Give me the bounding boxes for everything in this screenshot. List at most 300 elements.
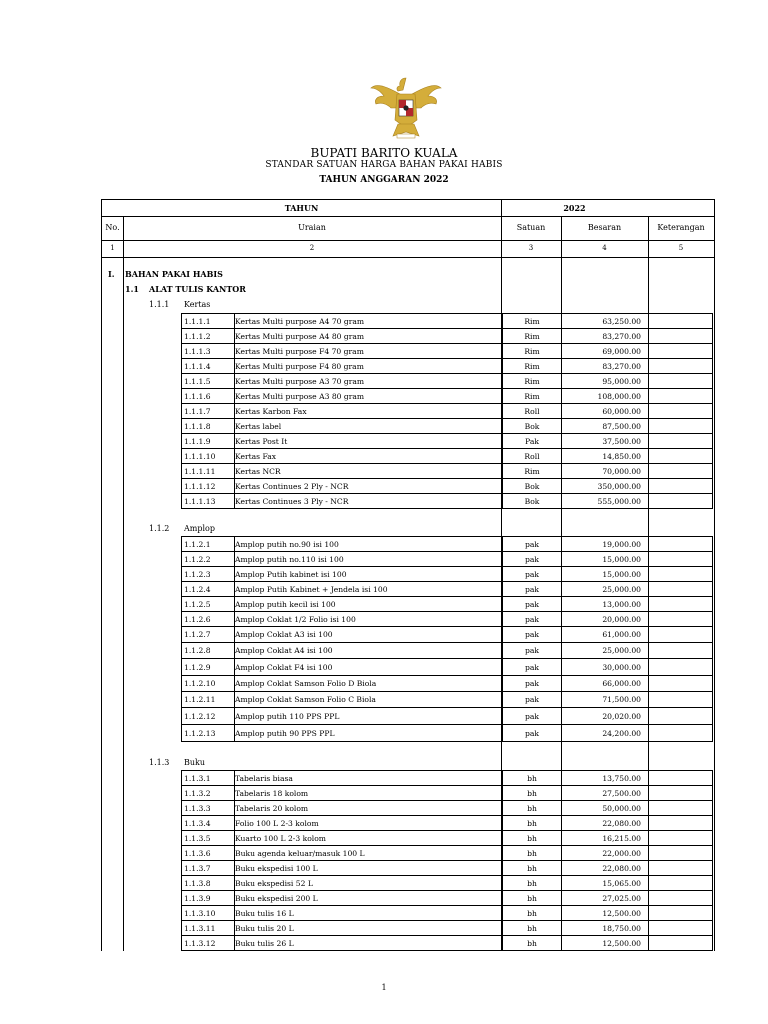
item-unit: pak	[525, 554, 539, 564]
item-price: 37,500.00	[602, 436, 641, 446]
table-row	[181, 675, 713, 692]
section-sub-no: 1.1	[125, 284, 139, 294]
cell-divider	[648, 567, 649, 581]
cell-divider	[502, 552, 503, 566]
group-amplop-no: 1.1.2	[149, 524, 170, 533]
table-row	[181, 920, 713, 936]
cell-divider	[234, 921, 235, 935]
cell-divider	[561, 449, 562, 463]
cell-divider	[234, 552, 235, 566]
table-row	[181, 536, 713, 552]
row-divider	[102, 216, 714, 217]
cell-divider	[561, 537, 562, 551]
cell-divider	[648, 404, 649, 418]
cell-divider	[561, 876, 562, 890]
item-name: Kertas Post It	[235, 436, 288, 446]
item-code: 1.1.3.11	[184, 923, 216, 933]
cell-divider	[234, 816, 235, 830]
item-name: Buku ekspedisi 52 L	[235, 878, 313, 888]
item-code: 1.1.3.6	[184, 848, 211, 858]
cell-divider	[502, 374, 503, 388]
table-row	[181, 707, 713, 725]
cell-divider	[648, 876, 649, 890]
cell-divider	[561, 479, 562, 493]
cell-divider	[648, 552, 649, 566]
cell-divider	[502, 597, 503, 611]
item-code: 1.1.2.12	[184, 711, 216, 721]
header-tahun: TAHUN	[284, 203, 319, 213]
item-unit: bh	[527, 803, 537, 813]
section-main-no: I.	[108, 269, 115, 279]
table-row	[181, 478, 713, 494]
cell-divider	[234, 582, 235, 596]
item-name: Amplop Coklat 1/2 Folio isi 100	[235, 614, 356, 624]
item-name: Kertas Multi purpose A3 80 gram	[235, 391, 365, 401]
cell-divider	[502, 861, 503, 875]
item-price: 14,850.00	[602, 451, 641, 461]
item-price: 22,080.00	[602, 818, 641, 828]
cell-divider	[561, 627, 562, 642]
item-price: 108,000.00	[597, 391, 641, 401]
cell-divider	[234, 861, 235, 875]
item-price: 61,000.00	[602, 630, 641, 639]
table-row	[181, 890, 713, 906]
item-price: 19,000.00	[602, 539, 641, 549]
cell-divider	[648, 494, 649, 508]
item-name: Kertas Multi purpose F4 70 gram	[235, 346, 364, 356]
table-row	[181, 642, 713, 659]
cell-divider	[502, 537, 503, 551]
cell-divider	[648, 891, 649, 905]
item-code: 1.1.2.5	[184, 599, 211, 609]
item-price: 83,270.00	[602, 361, 641, 371]
cell-divider	[502, 846, 503, 860]
page-number: 1	[381, 983, 387, 992]
cell-divider	[234, 434, 235, 448]
item-name: Amplop Coklat Samson Folio D Biola	[235, 679, 377, 688]
item-unit: bh	[527, 908, 537, 918]
cell-divider	[648, 861, 649, 875]
item-unit: pak	[525, 646, 539, 655]
item-unit: Roll	[524, 451, 540, 461]
table-row	[181, 770, 713, 786]
item-unit: bh	[527, 878, 537, 888]
item-code: 1.1.2.10	[184, 679, 216, 688]
cell-divider	[234, 494, 235, 508]
cell-divider	[502, 921, 503, 935]
item-unit: Rim	[524, 331, 540, 341]
item-code: 1.1.3.9	[184, 893, 211, 903]
item-price: 13,750.00	[602, 773, 641, 783]
document-title: BUPATI BARITO KUALA	[310, 146, 458, 160]
cell-divider	[561, 708, 562, 724]
cell-divider	[648, 314, 649, 328]
item-name: Kertas Multi purpose A4 80 gram	[235, 331, 365, 341]
table-row	[181, 581, 713, 597]
item-unit: Rim	[524, 361, 540, 371]
item-price: 20,000.00	[602, 614, 641, 624]
item-name: Buku tulis 20 L	[235, 923, 294, 933]
item-code: 1.1.3.12	[184, 938, 216, 948]
cell-divider	[502, 582, 503, 596]
item-unit: Bok	[524, 496, 540, 506]
item-unit: pak	[525, 539, 539, 549]
cell-divider	[234, 314, 235, 328]
cell-divider	[502, 612, 503, 626]
cell-divider	[234, 344, 235, 358]
item-unit: bh	[527, 773, 537, 783]
cell-divider	[648, 708, 649, 724]
cell-divider	[502, 816, 503, 830]
item-name: Amplop Coklat F4 isi 100	[235, 662, 333, 672]
cell-divider	[502, 627, 503, 642]
cell-divider	[234, 801, 235, 815]
cell-divider	[648, 627, 649, 642]
cell-divider	[561, 676, 562, 691]
cell-divider	[502, 771, 503, 785]
document-year-line: TAHUN ANGGARAN 2022	[319, 175, 449, 185]
item-name: Kertas Multi purpose F4 80 gram	[235, 361, 364, 371]
cell-divider	[561, 344, 562, 358]
cell-divider	[502, 676, 503, 691]
table-row	[181, 448, 713, 464]
cell-divider	[648, 344, 649, 358]
cell-divider	[561, 567, 562, 581]
cell-divider	[648, 419, 649, 433]
item-code: 1.1.3.4	[184, 818, 211, 828]
cell-divider	[502, 692, 503, 707]
table-row	[181, 328, 713, 344]
row-divider	[102, 257, 714, 258]
cell-divider	[561, 771, 562, 785]
row-divider	[102, 240, 714, 241]
item-code: 1.1.2.11	[184, 695, 216, 704]
cell-divider	[234, 567, 235, 581]
item-code: 1.1.3.5	[184, 833, 211, 843]
item-name: Buku agenda keluar/masuk 100 L	[235, 848, 365, 858]
cell-divider	[561, 434, 562, 448]
item-code: 1.1.2.7	[184, 630, 211, 639]
cell-divider	[648, 921, 649, 935]
item-unit: pak	[525, 711, 539, 721]
cell-divider	[648, 801, 649, 815]
item-name: Amplop putih 110 PPS PPL	[235, 711, 340, 721]
cell-divider	[502, 708, 503, 724]
cell-divider	[234, 876, 235, 890]
header-no: No.	[105, 223, 120, 232]
cell-divider	[648, 359, 649, 373]
table-row	[181, 596, 713, 612]
item-code: 1.1.1.9	[184, 436, 211, 446]
item-unit: bh	[527, 818, 537, 828]
item-code: 1.1.3.2	[184, 788, 211, 798]
item-price: 30,000.00	[602, 662, 641, 672]
header-year: 2022	[563, 203, 586, 213]
cell-divider	[502, 891, 503, 905]
item-unit: pak	[525, 728, 539, 738]
item-name: Amplop putih no.110 isi 100	[235, 554, 344, 564]
item-code: 1.1.3.10	[184, 908, 216, 918]
item-price: 12,500.00	[602, 908, 641, 918]
cell-divider	[648, 449, 649, 463]
item-name: Amplop Putih Kabinet + Jendela isi 100	[235, 584, 388, 594]
cell-divider	[234, 374, 235, 388]
item-price: 95,000.00	[602, 376, 641, 386]
item-code: 1.1.2.3	[184, 569, 211, 579]
cell-divider	[561, 359, 562, 373]
item-code: 1.1.1.7	[184, 406, 211, 416]
item-code: 1.1.2.4	[184, 584, 211, 594]
cell-divider	[561, 891, 562, 905]
table-row	[181, 905, 713, 921]
item-price: 15,065.00	[602, 878, 641, 888]
item-unit: pak	[525, 569, 539, 579]
item-code: 1.1.1.1	[184, 316, 211, 326]
item-price: 25,000.00	[602, 584, 641, 594]
cell-divider	[648, 725, 649, 741]
table-row	[181, 373, 713, 389]
cell-divider	[502, 314, 503, 328]
cell-divider	[648, 676, 649, 691]
cell-divider	[502, 567, 503, 581]
cell-divider	[648, 846, 649, 860]
table-row	[181, 551, 713, 567]
item-unit: Bok	[524, 421, 540, 431]
cell-divider	[648, 597, 649, 611]
item-price: 60,000.00	[602, 406, 641, 416]
table-row	[181, 388, 713, 404]
item-unit: Roll	[524, 406, 540, 416]
header-num-5: 5	[678, 244, 684, 252]
item-price: 12,500.00	[602, 938, 641, 948]
cell-divider	[502, 479, 503, 493]
item-name: Amplop putih 90 PPS PPL	[235, 728, 335, 738]
item-code: 1.1.2.8	[184, 646, 211, 655]
header-num-2: 2	[309, 244, 315, 252]
cell-divider	[648, 374, 649, 388]
header-num-1: 1	[110, 244, 115, 252]
cell-divider	[648, 816, 649, 830]
cell-divider	[234, 404, 235, 418]
item-unit: pak	[525, 630, 539, 639]
cell-divider	[561, 464, 562, 478]
table-row	[181, 815, 713, 831]
cell-divider	[648, 643, 649, 658]
cell-divider	[561, 692, 562, 707]
item-name: Kertas Continues 3 Ply - NCR	[235, 496, 349, 506]
table-row	[181, 875, 713, 891]
item-name: Amplop Putih kabinet isi 100	[235, 569, 347, 579]
item-name: Buku ekspedisi 200 L	[235, 893, 318, 903]
cell-divider	[234, 419, 235, 433]
item-price: 22,000.00	[602, 848, 641, 858]
item-unit: pak	[525, 662, 539, 672]
header-uraian: Uraian	[298, 223, 326, 232]
item-price: 350,000.00	[597, 481, 641, 491]
item-price: 27,025.00	[602, 893, 641, 903]
cell-divider	[502, 786, 503, 800]
header-keterangan: Keterangan	[657, 223, 705, 232]
table-row	[181, 800, 713, 816]
item-unit: Bok	[524, 481, 540, 491]
item-unit: Rim	[524, 376, 540, 386]
item-name: Buku tulis 26 L	[235, 938, 294, 948]
item-code: 1.1.1.5	[184, 376, 211, 386]
item-price: 22,080.00	[602, 863, 641, 873]
cell-divider	[234, 708, 235, 724]
cell-divider	[234, 627, 235, 642]
cell-divider	[234, 464, 235, 478]
cell-divider	[502, 831, 503, 845]
cell-divider	[561, 831, 562, 845]
cell-divider	[234, 389, 235, 403]
item-code: 1.1.2.2	[184, 554, 211, 564]
cell-divider	[502, 725, 503, 741]
table-row	[181, 418, 713, 434]
header-satuan: Satuan	[516, 223, 546, 232]
item-unit: pak	[525, 614, 539, 624]
item-code: 1.1.1.6	[184, 391, 211, 401]
item-code: 1.1.1.8	[184, 421, 211, 431]
cell-divider	[561, 582, 562, 596]
item-name: Kertas Fax	[235, 451, 277, 461]
item-unit: bh	[527, 833, 537, 843]
item-name: Folio 100 L 2-3 kolom	[235, 818, 319, 828]
group-kertas-no: 1.1.1	[149, 300, 170, 309]
cell-divider	[502, 434, 503, 448]
item-code: 1.1.1.2	[184, 331, 211, 341]
table-row	[181, 658, 713, 676]
cell-divider	[502, 659, 503, 675]
item-name: Kuarto 100 L 2-3 kolom	[235, 833, 326, 843]
item-unit: pak	[525, 599, 539, 609]
table-row	[181, 433, 713, 449]
cell-divider	[648, 612, 649, 626]
item-price: 13,000.00	[602, 599, 641, 609]
cell-divider	[648, 831, 649, 845]
table-row	[181, 313, 713, 329]
item-code: 1.1.3.8	[184, 878, 211, 888]
header-num-4: 4	[602, 244, 607, 252]
cell-divider	[502, 329, 503, 343]
cell-divider	[648, 389, 649, 403]
cell-divider	[234, 906, 235, 920]
cell-divider	[502, 936, 503, 950]
item-code: 1.1.2.6	[184, 614, 211, 624]
cell-divider	[234, 359, 235, 373]
item-name: Amplop Coklat A4 isi 100	[235, 646, 333, 655]
cell-divider	[234, 771, 235, 785]
cell-divider	[561, 552, 562, 566]
cell-divider	[561, 404, 562, 418]
cell-divider	[234, 659, 235, 675]
item-unit: bh	[527, 893, 537, 903]
item-name: Kertas Continues 2 Ply - NCR	[235, 481, 349, 491]
cell-divider	[234, 612, 235, 626]
header-besaran: Besaran	[587, 223, 622, 232]
cell-divider	[561, 936, 562, 950]
cell-divider	[502, 389, 503, 403]
cell-divider	[648, 659, 649, 675]
table-row	[181, 626, 713, 643]
item-price: 71,500.00	[602, 695, 641, 704]
cell-divider	[561, 861, 562, 875]
item-price: 20,020.00	[602, 711, 641, 721]
cell-divider	[561, 494, 562, 508]
cell-divider	[502, 906, 503, 920]
group-buku-title: Buku	[184, 758, 206, 767]
cell-divider	[234, 676, 235, 691]
cell-divider	[502, 344, 503, 358]
item-name: Kertas NCR	[235, 466, 281, 476]
item-price: 69,000.00	[602, 346, 641, 356]
group-buku-no: 1.1.3	[149, 758, 170, 767]
section-main-title: BAHAN PAKAI HABIS	[125, 269, 223, 279]
cell-divider	[648, 771, 649, 785]
cell-divider	[648, 434, 649, 448]
item-name: Tabelaris 20 kolom	[235, 803, 309, 813]
table-row	[181, 691, 713, 708]
cell-divider	[648, 936, 649, 950]
cell-divider	[234, 537, 235, 551]
item-name: Kertas label	[235, 421, 282, 431]
cell-divider	[648, 329, 649, 343]
item-unit: bh	[527, 923, 537, 933]
cell-divider	[561, 846, 562, 860]
item-name: Amplop putih kecil isi 100	[235, 599, 336, 609]
cell-divider	[561, 329, 562, 343]
item-price: 70,000.00	[602, 466, 641, 476]
item-name: Tabelaris biasa	[235, 773, 293, 783]
item-price: 50,000.00	[602, 803, 641, 813]
item-code: 1.1.3.3	[184, 803, 211, 813]
table-row	[181, 724, 713, 742]
cell-divider	[561, 643, 562, 658]
item-unit: Rim	[524, 466, 540, 476]
item-name: Amplop Coklat A3 isi 100	[235, 630, 333, 639]
cell-divider	[648, 479, 649, 493]
item-price: 16,215.00	[602, 833, 641, 843]
cell-divider	[648, 582, 649, 596]
item-code: 1.1.1.3	[184, 346, 211, 356]
cell-divider	[648, 906, 649, 920]
cell-divider	[648, 464, 649, 478]
cell-divider	[648, 786, 649, 800]
item-unit: Rim	[524, 316, 540, 326]
item-code: 1.1.3.1	[184, 773, 211, 783]
group-amplop-title: Amplop	[184, 524, 215, 533]
cell-divider	[561, 906, 562, 920]
item-code: 1.1.3.7	[184, 863, 211, 873]
cell-divider	[234, 479, 235, 493]
cell-divider	[648, 537, 649, 551]
item-price: 27,500.00	[602, 788, 641, 798]
cell-divider	[561, 374, 562, 388]
cell-divider	[561, 659, 562, 675]
cell-divider	[502, 404, 503, 418]
cell-divider	[502, 359, 503, 373]
group-kertas-title: Kertas	[184, 300, 211, 309]
cell-divider	[502, 643, 503, 658]
table-row	[181, 358, 713, 374]
cell-divider	[234, 692, 235, 707]
cell-divider	[234, 329, 235, 343]
item-code: 1.1.2.9	[184, 662, 211, 672]
item-price: 15,000.00	[602, 554, 641, 564]
cell-divider	[561, 816, 562, 830]
item-unit: Rim	[524, 391, 540, 401]
cell-divider	[234, 786, 235, 800]
